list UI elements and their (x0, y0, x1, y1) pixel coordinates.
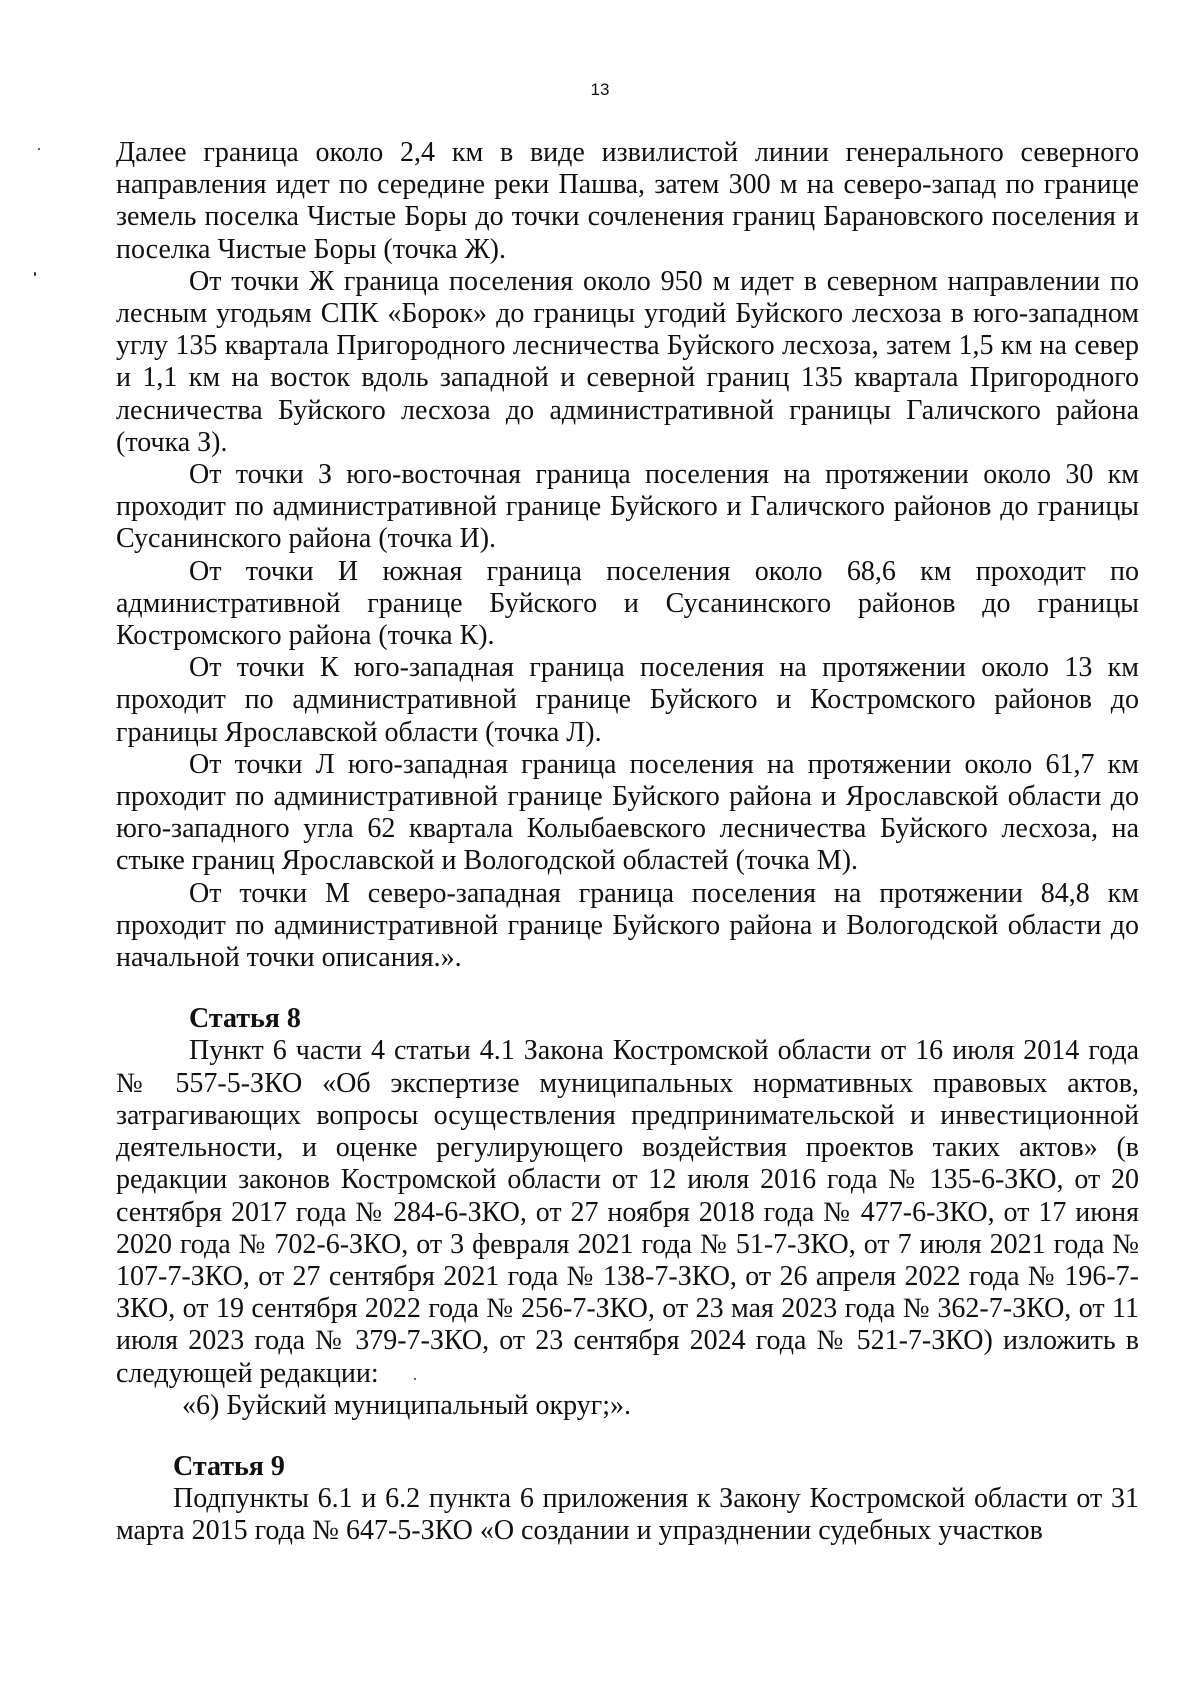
article-8-text: Пункт 6 части 4 статьи 4.1 Закона Костромской области от 16 июля 2014 года № 557-5-ЗКО «Об экспертизе муниципальных нормативных правовых актов, затрагивающих вопросы осуществления предпринимательской и инвестиционной деятельности, и оценке регулирующего воздействия проектов таких актов» (в редакции законов Костромской области от 12 июля 2016 года № 135-6-ЗКО, от 20 сентября 2017 года № 284-6-ЗКО, от 27 ноября 2018 года № 477-6-ЗКО, от 17 июня 2020 года № 702-6-ЗКО, от 3 февраля 2021 года № 51-7-ЗКО, от 7 июля 2021 года № 107-7-ЗКО, от 27 сентября 2021 года № 138-7-ЗКО, от 26 апреля 2022 года № 196-7-ЗКО, от 19 сентября 2022 года № 256-7-ЗКО, от 23 мая 2023 года № 362-7-ЗКО, от 11 июля 2023 года № 379-7-ЗКО, от 23 сентября 2024 года № 521-7-ЗКО) изложить в следующей редакции: (116, 1035, 1139, 1389)
document-body (116, 137, 1139, 1548)
article-8-quote: «6) Буйский муниципальный округ;». (182, 1389, 632, 1421)
article-9-text: Подпункты 6.1 и 6.2 пункта 6 приложения к Закону Костромской области от 31 марта 2015 года № 647-5-ЗКО «О создании и упразднении судебных участков (116, 1483, 1139, 1547)
paragraph: От точки З юго-восточная граница поселения на протяжении около 30 км проходит по административной границе Буйского и Галичского районов до границы Сусанинского района (точка И). (116, 459, 1139, 555)
article-8-heading: Статья 8 (189, 1003, 301, 1035)
scan-speck (38, 148, 40, 150)
paragraph: От точки М северо-западная граница поселения на протяжении 84,8 км проходит по административной границе Буйского района и Вологодской области до начальной точки описания.». (116, 877, 1139, 974)
paragraph: От точки И южная граница поселения около 68,6 км проходит по административной границе Буйского и Сусанинского районов до границы Костромского района (точка К). (116, 555, 1139, 652)
paragraph: Далее граница около 2,4 км в виде извилистой линии генерального северного направления идет по середине реки Пашва, затем 300 м на северо-запад по границе земель поселка Чистые Боры до точки сочленения границ Барановского поселения и поселка Чистые Боры (точка Ж). (116, 137, 1139, 265)
scan-speck (34, 272, 36, 276)
page-number: 13 (590, 80, 610, 99)
paragraph: От точки Ж граница поселения около 950 м идет в северном направлении по лесным угодьям СПК «Борок» до границы угодий Буйского лесхоза в юго-западном углу 135 квартала Пригородного лесничества Буйского лесхоза, затем 1,5 км на север и 1,1 км на восток вдоль западной и северной границ 135 квартала Пригородного лесничества Буйского лесхоза до административной границы Галичского района (точка З). (116, 265, 1139, 458)
paragraph: От точки К юго-западная граница поселения на протяжении около 13 км проходит по административной границе Буйского и Костромского районов до границы Ярославской области (точка Л). (116, 652, 1139, 748)
paragraph: От точки Л юго-западная граница поселения на протяжении около 61,7 км проходит по административной границе Буйского района и Ярославской области до юго-западного угла 62 квартала Колыбаевского лесничества Буйского лесхоза, на стыке границ Ярославской и Вологодской областей (точка М). (116, 748, 1139, 877)
article-9-heading: Статья 9 (173, 1450, 285, 1482)
